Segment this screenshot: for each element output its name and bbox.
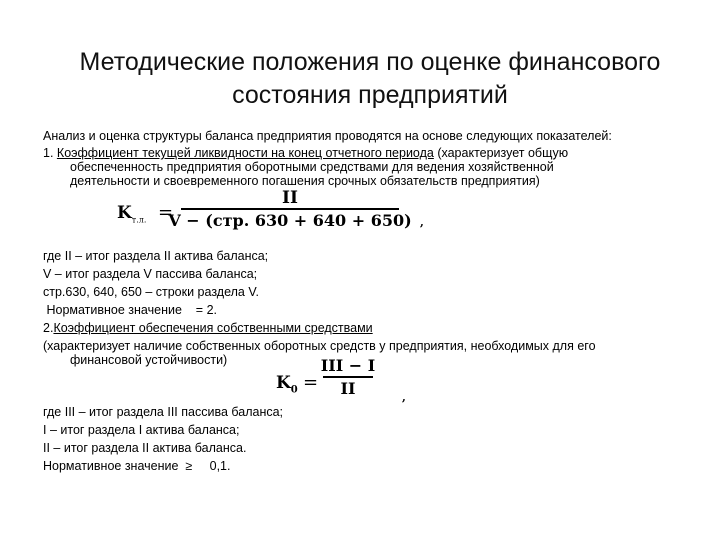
item-1-title: Коэффициент текущей ликвидности на конец отчетного периода [56,146,434,160]
formula-1-lhs: $K_{т.л.}$ [117,203,147,225]
def-1-line-3: стр.630, 640, 650 – строки раздела V. [43,285,259,299]
slide-title [40,46,700,112]
def-2-line-1: где III – итог раздела III пассива баланса; [43,405,284,419]
def-2-line-3: II – итог раздела II актива баланса. [43,441,247,455]
intro-text: Анализ и оценка структуры баланса предприятия проводятся на основе следующих показателей: [43,129,612,143]
item-1-desc-start: (характеризует общую [433,146,569,160]
item-1-desc-line-3: деятельности и своевременного погашения срочных обязательств предприятия) [70,174,540,188]
item-2-title: Коэффициент обеспечения собственными средствами [53,321,373,335]
formula-2-lhs: $K_0$ [276,373,298,396]
title-line-1: Методические положения по оценке финансового [79,48,661,76]
formula-1-equals: = [158,202,174,223]
formula-2-denominator: II [340,378,356,398]
formula-2-lhs-subscript: 0 [290,384,298,396]
formula-1-fraction [168,188,412,232]
item-2-number: 2. [43,321,54,335]
formula-2-fraction [320,356,376,400]
item-1-desc-line-2: обеспеченность предприятия оборотными средствами для ведения хозяйственной [70,160,554,174]
formula-2-equals: = [303,372,319,393]
def-2-line-2: I – итог раздела I актива баланса; [43,423,240,437]
item-2-desc-line-1: (характеризует наличие собственных оборотных средств у предприятия, необходимых для его [43,339,596,353]
def-1-line-2: V – итог раздела V пассива баланса; [43,267,258,281]
title-line-2: состояния предприятий [232,81,508,109]
def-1-normative: Нормативное значение = 2. [43,303,218,317]
formula-1-trailing-comma: , [420,216,424,229]
item-1-heading [43,146,568,161]
formula-1-numerator: II [282,188,298,208]
formula-1-lhs-subscript: т.л. [131,215,147,225]
formula-1-denominator: V − (стр. 630 + 640 + 650) [168,210,412,230]
item-1-number: 1. [43,146,57,160]
item-2-desc-line-2: финансовой устойчивости) [70,353,228,367]
def-1-line-1: где II – итог раздела II актива баланса; [43,249,269,263]
formula-2-numerator: III − I [320,356,376,375]
formula-2-trailing-comma: , [402,391,406,404]
item-2-heading [43,321,373,336]
def-2-normative: Нормативное значение ≥ 0,1. [43,459,231,473]
